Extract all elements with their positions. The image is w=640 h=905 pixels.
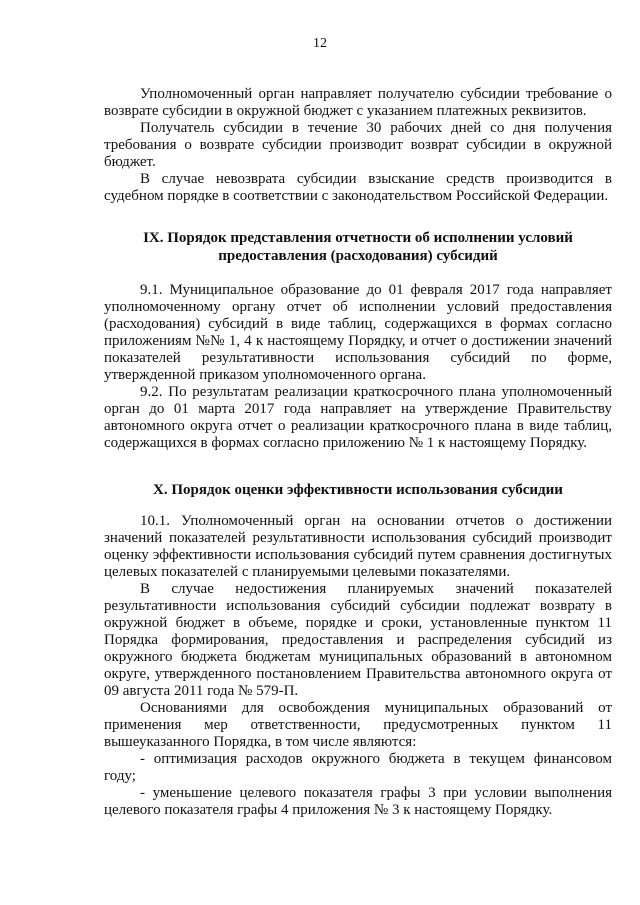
paragraph-10-1: 10.1. Уполномоченный орган на основании отчетов о достижении значений показателей результативности использования субсидий производит оценку эффективности использования субсидий путем сравнения достигнутых целевых показателей с планируемыми целевыми показателями. bbox=[104, 513, 612, 580]
top-paragraphs bbox=[104, 86, 612, 205]
paragraph-10-grounds: Основаниями для освобождения муниципальных образований от применения мер ответственности, предусмотренных пунктом 11 вышеуказанного Порядка, в том числе являются: bbox=[104, 700, 612, 750]
section-9-body bbox=[104, 282, 612, 452]
list-item-target-reduction: - уменьшение целевого показателя графы 3 при условии выполнения целевого показателя графы 4 приложения № 3 к настоящему Порядку. bbox=[104, 785, 612, 818]
section-10-body bbox=[104, 513, 612, 819]
paragraph-9-1: 9.1. Муниципальное образование до 01 февраля 2017 года направляет уполномоченному органу отчет об исполнении условий предоставления (расходования) субсидий в виде таблиц, содержащихся в формах согласно приложениям №№ 1, 4 к настоящему Порядку, и отчет о достижении значений показателей результативности использования субсидий по форме, утвержденной приказом уполномоченного органа. bbox=[104, 282, 612, 383]
section-10-heading: X. Порядок оценки эффективности использования субсидии bbox=[153, 482, 563, 498]
section-10-heading-block bbox=[104, 481, 612, 499]
paragraph-9-2: 9.2. По результатам реализации краткосрочного плана уполномоченный орган до 01 марта 2017 года направляет на утверждение Правительству автономного округа отчет о реализации краткосрочного плана в виде таблиц, содержащихся в формах согласно приложению № 1 к настоящему Порядку. bbox=[104, 384, 612, 451]
list-item-budget-optimization: - оптимизация расходов окружного бюджета в текущем финансовом году; bbox=[104, 751, 612, 784]
paragraph-refund-demand: Уполномоченный орган направляет получателю субсидии требование о возврате субсидии в окружной бюджет с указанием платежных реквизитов. bbox=[104, 86, 612, 119]
page-number: 12 bbox=[313, 36, 327, 51]
paragraph-refund-deadline: Получатель субсидии в течение 30 рабочих дней со дня получения требования о возврате субсидии производит возврат субсидии в окружной бюджет. bbox=[104, 120, 612, 170]
paragraph-court-recovery: В случае невозврата субсидии взыскание средств производится в судебном порядке в соответствии с законодательством Российской Федерации. bbox=[104, 171, 612, 204]
paragraph-10-non-achievement: В случае недостижения планируемых значений показателей результативности использования субсидий субсидии подлежат возврату в окружной бюджет в объеме, порядке и сроки, установленные пунктом 11 Порядка формирования, предоставления и распределения субсидий из окружного бюджета бюджетам муниципальных образований в автономном округе, утвержденного постановлением Правительства автономного округа от 09 августа 2011 года № 579-П. bbox=[104, 581, 612, 699]
section-9-heading: IX. Порядок представления отчетности об исполнении условий предоставления (расходования) субсидий bbox=[143, 230, 573, 264]
section-9-heading-block bbox=[104, 229, 612, 265]
